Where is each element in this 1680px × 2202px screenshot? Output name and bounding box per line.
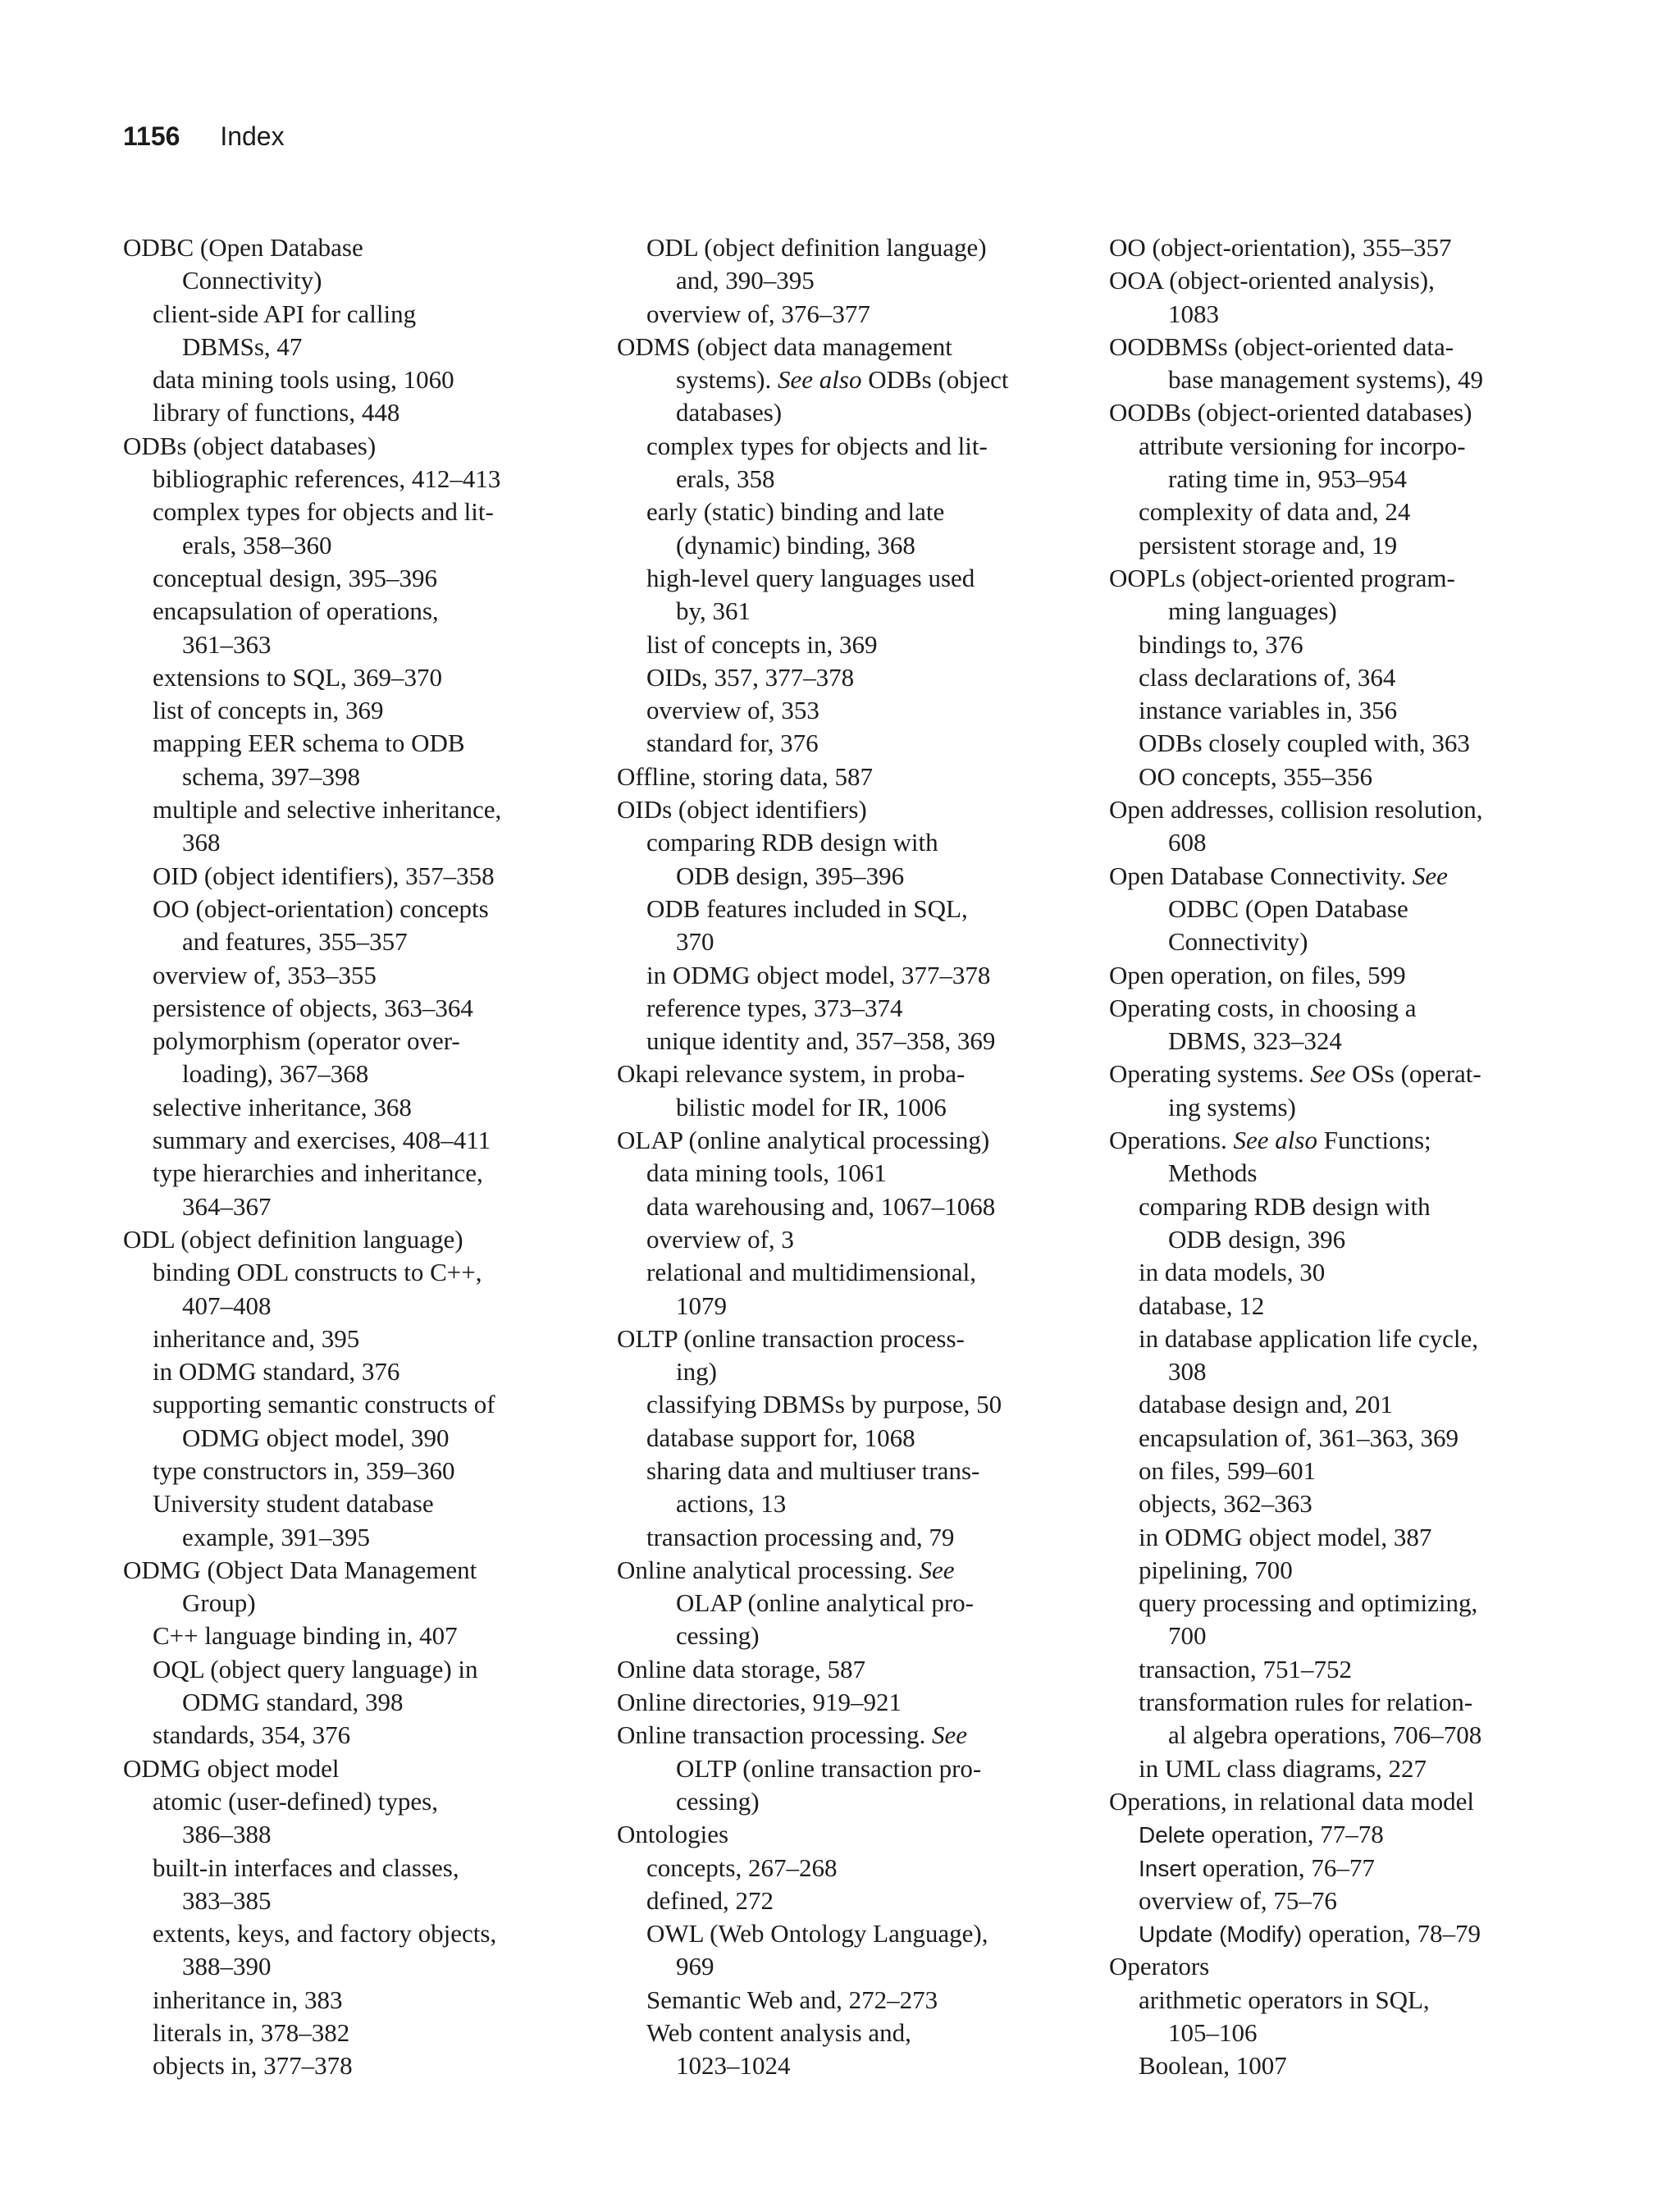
index-entry: OODBs (object-oriented databases)	[1109, 398, 1472, 427]
running-head	[123, 118, 285, 154]
index-entry-continuation: 361–363	[182, 629, 272, 659]
index-subentry: bibliographic references, 412–413	[153, 464, 501, 494]
index-entry-continuation: 370	[676, 927, 714, 957]
index-entry-continuation: OLAP (online analytical pro-	[676, 1588, 974, 1618]
index-subentry: encapsulation of, 361–363, 369	[1139, 1423, 1459, 1452]
index-subentry: summary and exercises, 408–411	[153, 1126, 491, 1155]
index-subentry: arithmetic operators in SQL,	[1139, 1985, 1430, 2014]
index-subentry: comparing RDB design with	[646, 828, 938, 857]
index-entry: Open operation, on files, 599	[1109, 960, 1406, 989]
index-subentry: objects, 362–363	[1139, 1489, 1312, 1519]
index-subentry: OIDs, 357, 377–378	[646, 662, 855, 692]
index-entry: OOA (object-oriented analysis),	[1109, 266, 1435, 295]
index-entry: ODBC (Open Database	[123, 233, 363, 262]
index-subentry: overview of, 75–76	[1139, 1885, 1337, 1915]
index-subentry: overview of, 376–377	[646, 299, 870, 328]
index-subentry: database support for, 1068	[646, 1423, 915, 1452]
index-entry-continuation: DBMSs, 47	[182, 331, 303, 361]
index-entry-continuation: example, 391–395	[182, 1522, 371, 1551]
index-entry-continuation: ODB design, 396	[1168, 1224, 1346, 1254]
index-entry-continuation: 388–390	[182, 1952, 272, 1981]
index-subentry: OQL (object query language) in	[153, 1654, 478, 1683]
index-entry-continuation: ing systems)	[1168, 1092, 1296, 1122]
index-subentry: OID (object identifiers), 357–358	[153, 861, 495, 890]
index-entry-continuation: 308	[1168, 1357, 1207, 1387]
index-entry-continuation: (dynamic) binding, 368	[676, 530, 915, 560]
index-subentry: OWL (Web Ontology Language),	[646, 1919, 988, 1948]
index-subentry: persistent storage and, 19	[1139, 530, 1398, 560]
index-subentry: mapping EER schema to ODB	[153, 729, 465, 758]
index-entry: Online transaction processing. See	[617, 1720, 967, 1750]
index-subentry: inheritance in, 383	[153, 1985, 343, 2014]
index-subentry: Delete operation, 77–78	[1139, 1820, 1384, 1849]
index-subentry: list of concepts in, 369	[646, 629, 878, 659]
operation-keyword: Update (Modify)	[1139, 1921, 1303, 1948]
index-subentry: overview of, 3	[646, 1224, 794, 1254]
index-entry-continuation: ming languages)	[1168, 596, 1337, 626]
index-subentry: multiple and selective inheritance,	[153, 795, 502, 825]
index-entry: Offline, storing data, 587	[617, 761, 873, 791]
index-subentry: OO (object-orientation) concepts	[153, 893, 489, 923]
index-entry-continuation: erals, 358	[676, 464, 775, 494]
index-subentry: client-side API for calling	[153, 299, 417, 328]
index-entry-continuation: databases)	[676, 398, 783, 427]
index-entry: OLAP (online analytical processing)	[617, 1126, 990, 1155]
index-column-3	[1109, 231, 1618, 2083]
index-entry-continuation: 1079	[676, 1291, 727, 1320]
index-entry: ODMS (object data management	[617, 331, 952, 361]
index-subentry: instance variables in, 356	[1139, 696, 1398, 725]
index-subentry: supporting semantic constructs of	[153, 1390, 495, 1419]
index-subentry: classifying DBMSs by purpose, 50	[646, 1390, 1002, 1419]
index-entry-continuation: DBMS, 323–324	[1168, 1026, 1342, 1056]
index-entry-continuation: OLTP (online transaction pro-	[676, 1753, 982, 1783]
index-entry: Operating systems. See OSs (operat-	[1109, 1059, 1481, 1089]
index-entry-continuation: Connectivity)	[1168, 927, 1308, 957]
index-subentry: type constructors in, 359–360	[153, 1455, 455, 1485]
index-subentry: literals in, 378–382	[153, 2018, 350, 2048]
index-entry-continuation: 608	[1168, 828, 1207, 857]
index-subentry: ODL (object definition language)	[646, 233, 987, 262]
cross-reference-label: See	[1412, 861, 1448, 890]
index-subentry: early (static) binding and late	[646, 497, 945, 527]
index-subentry: data warehousing and, 1067–1068	[646, 1191, 996, 1221]
index-subentry: database design and, 201	[1139, 1390, 1393, 1419]
index-subentry: ODBs closely coupled with, 363	[1139, 729, 1470, 758]
index-subentry: in data models, 30	[1139, 1258, 1326, 1287]
index-entry-continuation: ODMG object model, 390	[182, 1423, 450, 1452]
index-entry-continuation: 969	[676, 1952, 714, 1981]
index-subentry: overview of, 353	[646, 696, 819, 725]
index-entry-continuation: by, 361	[676, 596, 751, 626]
index-entry-continuation: loading), 367–368	[182, 1059, 369, 1089]
index-subentry: C++ language binding in, 407	[153, 1621, 458, 1651]
index-entry-continuation: systems). See also ODBs (object	[676, 365, 1009, 395]
index-entry-continuation: 383–385	[182, 1885, 272, 1915]
index-entry-continuation: 368	[182, 828, 221, 857]
index-subentry: database, 12	[1139, 1291, 1265, 1320]
index-entry-continuation: 1023–1024	[676, 2051, 791, 2081]
index-subentry: encapsulation of operations,	[153, 596, 439, 626]
cross-reference-label: See	[919, 1555, 955, 1584]
index-subentry: built-in interfaces and classes,	[153, 1853, 459, 1882]
index-subentry: OO concepts, 355–356	[1139, 761, 1372, 791]
index-subentry: data mining tools, 1061	[646, 1158, 887, 1188]
index-subentry: defined, 272	[646, 1885, 774, 1915]
index-entry: OODBMSs (object-oriented data-	[1109, 331, 1454, 361]
index-subentry: extents, keys, and factory objects,	[153, 1919, 497, 1948]
index-subentry: Web content analysis and,	[646, 2018, 911, 2048]
index-entry-continuation: cessing)	[676, 1786, 760, 1816]
index-subentry: transformation rules for relation-	[1139, 1688, 1473, 1717]
index-entry: ODL (object definition language)	[123, 1224, 463, 1254]
index-entry: ODMG (Object Data Management	[123, 1555, 477, 1584]
index-column-2	[617, 231, 1125, 2083]
index-subentry: ODB features included in SQL,	[646, 893, 968, 923]
index-column-1	[123, 231, 632, 2083]
index-entry-continuation: ODB design, 395–396	[676, 861, 905, 890]
index-entry: Online data storage, 587	[617, 1654, 866, 1683]
index-subentry: list of concepts in, 369	[153, 696, 384, 725]
index-subentry: on files, 599–601	[1139, 1455, 1317, 1485]
index-subentry: reference types, 373–374	[646, 993, 903, 1022]
index-entry-continuation: ing)	[676, 1357, 717, 1387]
index-entry: Ontologies	[617, 1820, 729, 1849]
index-entry: Online analytical processing. See	[617, 1555, 955, 1584]
index-subentry: atomic (user-defined) types,	[153, 1786, 438, 1816]
index-subentry: Update (Modify) operation, 78–79	[1139, 1919, 1481, 1948]
index-entry: ODMG object model	[123, 1753, 340, 1783]
index-subentry: complex types for objects and lit-	[646, 431, 988, 460]
index-entry-continuation: ODBC (Open Database	[1168, 893, 1408, 923]
index-entry-continuation: erals, 358–360	[182, 530, 332, 560]
index-entry-continuation: 364–367	[182, 1191, 272, 1221]
index-subentry: objects in, 377–378	[153, 2051, 353, 2081]
index-subentry: standard for, 376	[646, 729, 819, 758]
index-entry: OLTP (online transaction process-	[617, 1323, 965, 1353]
index-entry-continuation: and features, 355–357	[182, 927, 408, 957]
index-subentry: unique identity and, 357–358, 369	[646, 1026, 996, 1056]
index-entry-continuation: Connectivity)	[182, 266, 322, 295]
index-entry: Operations. See also Functions;	[1109, 1126, 1431, 1155]
index-subentry: type hierarchies and inheritance,	[153, 1158, 483, 1188]
index-subentry: overview of, 353–355	[153, 960, 377, 989]
index-subentry: persistence of objects, 363–364	[153, 993, 473, 1022]
index-entry-continuation: 105–106	[1168, 2018, 1258, 2048]
index-subentry: complex types for objects and lit-	[153, 497, 494, 527]
index-subentry: polymorphism (operator over-	[153, 1026, 460, 1056]
index-entry: Online directories, 919–921	[617, 1688, 902, 1717]
index-entry-continuation: 1083	[1168, 299, 1219, 328]
operation-keyword: Insert	[1139, 1855, 1197, 1881]
index-subentry: comparing RDB design with	[1139, 1191, 1431, 1221]
index-entry-continuation: ODMG standard, 398	[182, 1688, 404, 1717]
index-entry-continuation: al algebra operations, 706–708	[1168, 1720, 1482, 1750]
index-subentry: extensions to SQL, 369–370	[153, 662, 443, 692]
cross-reference-label: See also	[778, 365, 862, 395]
index-entry-continuation: Group)	[182, 1588, 256, 1618]
index-subentry: data mining tools using, 1060	[153, 365, 454, 395]
index-subentry: transaction, 751–752	[1139, 1654, 1353, 1683]
index-subentry: library of functions, 448	[153, 398, 400, 427]
index-subentry: inheritance and, 395	[153, 1323, 360, 1353]
index-entry-continuation: base management systems), 49	[1168, 365, 1483, 395]
index-subentry: complexity of data and, 24	[1139, 497, 1411, 527]
index-entry: Open Database Connectivity. See	[1109, 861, 1448, 890]
index-subentry: sharing data and multiuser trans-	[646, 1455, 980, 1485]
index-entry: Okapi relevance system, in proba-	[617, 1059, 966, 1089]
index-subentry: pipelining, 700	[1139, 1555, 1293, 1584]
index-subentry: in database application life cycle,	[1139, 1323, 1479, 1353]
index-subentry: in ODMG object model, 377–378	[646, 960, 991, 989]
index-entry-continuation: 700	[1168, 1621, 1207, 1651]
index-entry-continuation: rating time in, 953–954	[1168, 464, 1408, 494]
index-entry: ODBs (object databases)	[123, 431, 377, 460]
index-entry: OO (object-orientation), 355–357	[1109, 233, 1452, 262]
index-subentry: attribute versioning for incorpo-	[1139, 431, 1466, 460]
index-subentry: relational and multidimensional,	[646, 1258, 977, 1287]
index-subentry: conceptual design, 395–396	[153, 563, 437, 592]
index-subentry: transaction processing and, 79	[646, 1522, 955, 1551]
index-subentry: in UML class diagrams, 227	[1139, 1753, 1427, 1783]
index-entry-continuation: schema, 397–398	[182, 761, 360, 791]
index-entry: Operating costs, in choosing a	[1109, 993, 1417, 1022]
index-entry-continuation: and, 390–395	[676, 266, 815, 295]
index-subentry: in ODMG object model, 387	[1139, 1522, 1432, 1551]
index-subentry: in ODMG standard, 376	[153, 1357, 400, 1387]
index-entry: Operations, in relational data model	[1109, 1786, 1475, 1816]
index-subentry: binding ODL constructs to C++,	[153, 1258, 482, 1287]
index-subentry: Insert operation, 76–77	[1139, 1853, 1375, 1882]
index-entry: Open addresses, collision resolution,	[1109, 795, 1483, 825]
index-subentry: high-level query languages used	[646, 563, 975, 592]
index-subentry: University student database	[153, 1489, 434, 1519]
index-entry-continuation: bilistic model for IR, 1006	[676, 1092, 947, 1122]
index-subentry: bindings to, 376	[1139, 629, 1303, 659]
index-subentry: query processing and optimizing,	[1139, 1588, 1478, 1618]
cross-reference-label: See	[1310, 1059, 1346, 1089]
operation-keyword: Delete	[1139, 1822, 1205, 1848]
index-entry-continuation: cessing)	[676, 1621, 760, 1651]
cross-reference-label: See	[931, 1720, 967, 1750]
index-subentry: class declarations of, 364	[1139, 662, 1396, 692]
index-entry: OOPLs (object-oriented program-	[1109, 563, 1455, 592]
section-name: Index	[220, 121, 285, 151]
index-subentry: selective inheritance, 368	[153, 1092, 412, 1122]
index-subentry: standards, 354, 376	[153, 1720, 351, 1750]
index-subentry: concepts, 267–268	[646, 1853, 838, 1882]
index-subentry: Boolean, 1007	[1139, 2051, 1287, 2081]
index-entry-continuation: 407–408	[182, 1291, 272, 1320]
index-entry-continuation: Methods	[1168, 1158, 1258, 1188]
index-entry-continuation: 386–388	[182, 1820, 272, 1849]
index-entry: Operators	[1109, 1952, 1210, 1981]
cross-reference-label: See also	[1233, 1126, 1317, 1155]
index-entry: OIDs (object identifiers)	[617, 795, 867, 825]
page-number: 1156	[123, 121, 180, 151]
index-entry-continuation: actions, 13	[676, 1489, 787, 1519]
index-subentry: Semantic Web and, 272–273	[646, 1985, 938, 2014]
